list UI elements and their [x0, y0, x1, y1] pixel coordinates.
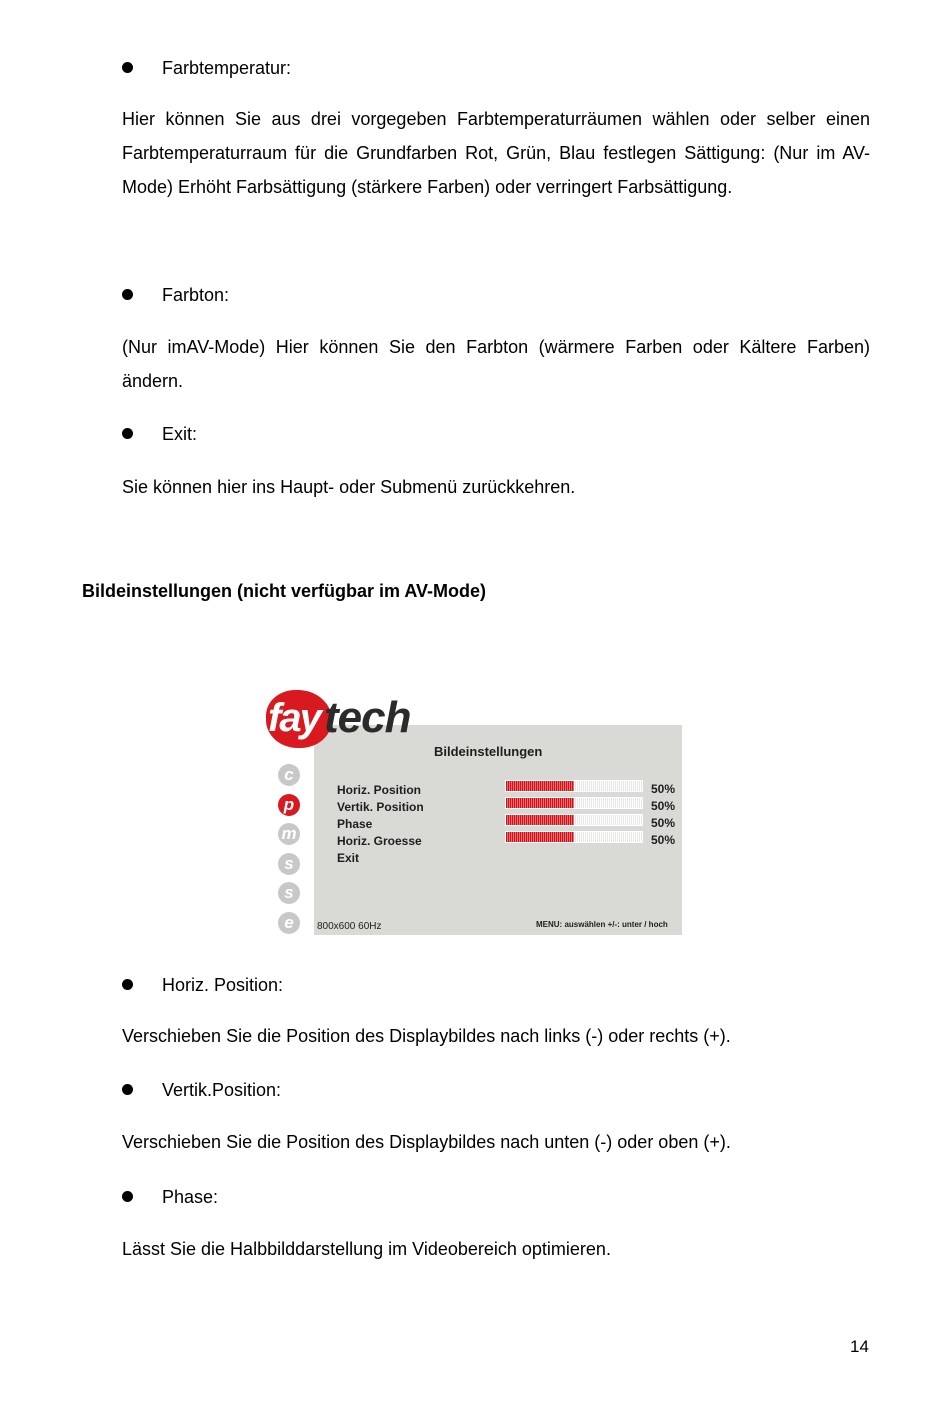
osd-slider-horiz-groesse[interactable] [505, 831, 643, 843]
bullet-icon [122, 979, 133, 990]
bullet-icon [122, 289, 133, 300]
bullet-icon [122, 1191, 133, 1202]
osd-slider-fill [506, 798, 574, 808]
bullet-label: Farbtemperatur: [162, 58, 292, 78]
osd-labels [337, 782, 424, 867]
paragraph-farbton: (Nur imAV-Mode) Hier können Sie den Farbton (wärmere Farben oder Kältere Farben) ändern. [122, 337, 870, 391]
bullet-icon [122, 1084, 133, 1095]
osd-icon-s1[interactable]: s [278, 853, 300, 875]
osd-slider-fill [506, 815, 574, 825]
osd-slider-fill [506, 781, 574, 791]
paragraph-phase: Lässt Sie die Halbbilddarstellung im Videobereich optimieren. [122, 1239, 611, 1259]
osd-value-horiz-groesse: 50% [651, 833, 676, 847]
osd-item-vertik-position[interactable]: Vertik. Position [337, 800, 424, 814]
osd-icon-c[interactable]: c [278, 764, 300, 786]
section-heading: Bildeinstellungen (nicht verfügbar im AV-Mode) [82, 581, 487, 601]
osd-menu-icons [278, 764, 302, 941]
osd-bars [505, 780, 643, 848]
osd-help-text: MENU: auswählen +/-: unter / hoch [536, 920, 668, 929]
bullet-icon [122, 62, 133, 73]
osd-value-phase: 50% [651, 816, 676, 830]
logo-tech-text: tech [324, 693, 411, 742]
paragraph-horiz-position: Verschieben Sie die Position des Displaybildes nach links (-) oder rechts (+). [122, 1026, 731, 1046]
paragraph-vertik-position: Verschieben Sie die Position des Displaybildes nach unten (-) oder oben (+). [122, 1132, 731, 1152]
bullet-label: Exit: [162, 424, 198, 444]
page-number: 14 [850, 1337, 869, 1356]
osd-icon-e[interactable]: e [278, 912, 300, 934]
osd-value-horiz-position: 50% [651, 782, 676, 796]
osd-resolution: 800x600 60Hz [317, 921, 382, 932]
paragraph-farbtemperatur: Hier können Sie aus drei vorgegeben Farbtemperaturräumen wählen oder selber einen Farbtemperaturraum für die Grundfarben Rot, Grün, Blau festlegen Sättigung: (Nur im AV-Mode) Erhöht Farbsättigung (stärkere Farben) oder verringert Farbsättigung. [122, 109, 870, 197]
osd-icon-p-active[interactable]: p [278, 794, 300, 816]
osd-icon-s2[interactable]: s [278, 882, 300, 904]
osd-item-phase[interactable]: Phase [337, 817, 373, 831]
bullet-icon [122, 428, 133, 439]
osd-title: Bildeinstellungen [434, 744, 543, 759]
osd-slider-fill [506, 832, 574, 842]
osd-item-horiz-groesse[interactable]: Horiz. Groesse [337, 834, 422, 848]
logo-fay-text: fay [268, 696, 320, 740]
bullet-label: Farbton: [162, 285, 230, 305]
osd-value-vertik-position: 50% [651, 799, 676, 813]
bullet-label: Vertik.Position: [162, 1080, 282, 1100]
osd-slider-horiz-position[interactable] [505, 780, 643, 792]
bullet-label: Phase: [162, 1187, 219, 1207]
osd-slider-vertik-position[interactable] [505, 797, 643, 809]
osd-item-exit[interactable]: Exit [337, 851, 360, 865]
faytech-logo [264, 688, 424, 750]
osd-slider-phase[interactable] [505, 814, 643, 826]
bullet-label: Horiz. Position: [162, 975, 284, 995]
osd-screenshot [264, 688, 684, 938]
osd-item-horiz-position[interactable]: Horiz. Position [337, 783, 421, 797]
paragraph-exit: Sie können hier ins Haupt- oder Submenü zurückkehren. [122, 477, 576, 497]
osd-icon-m[interactable]: m [278, 823, 300, 845]
osd-values [651, 781, 675, 849]
